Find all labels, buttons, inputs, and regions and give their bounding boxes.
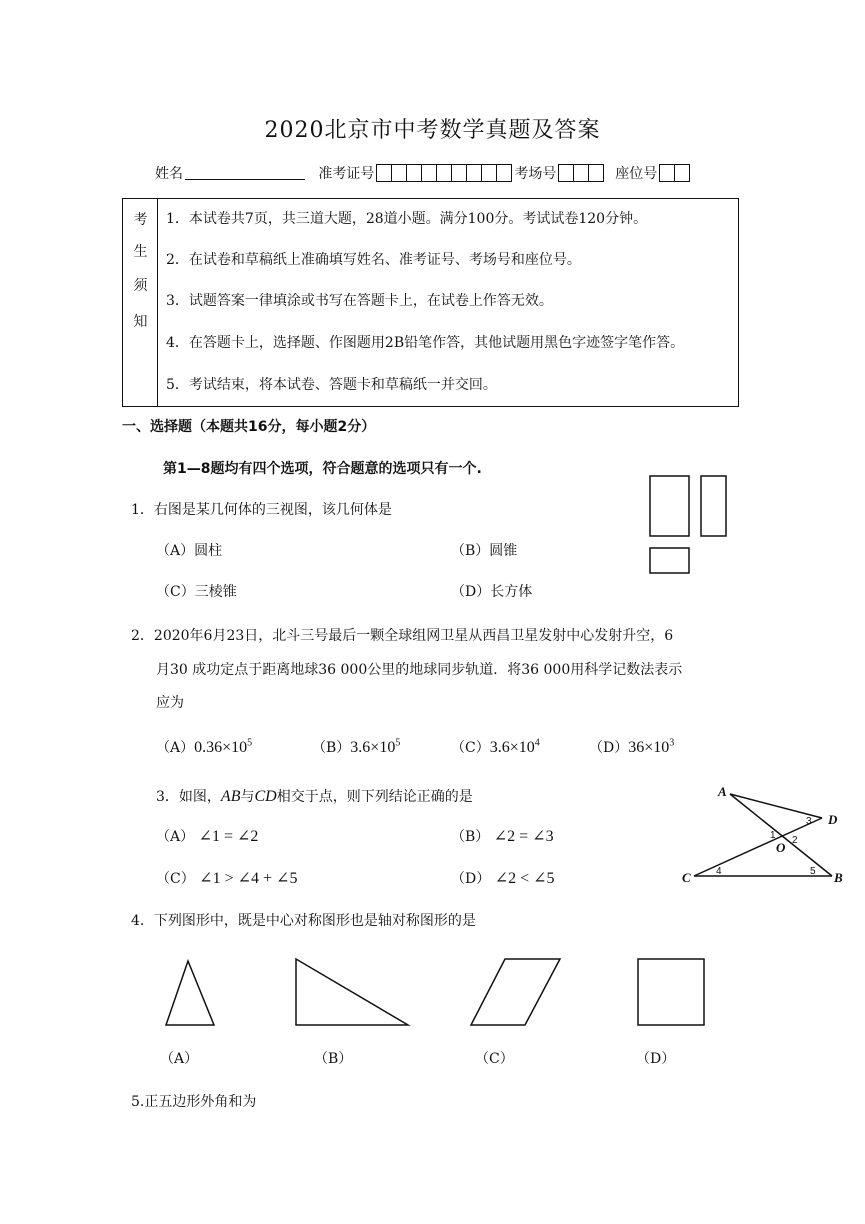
question-3-text xyxy=(156,786,473,806)
option-expression: ∠2 < ∠5 xyxy=(494,870,555,887)
exam-number-label: 准考证号 xyxy=(318,166,375,182)
question-4-label-d[interactable]: （D） xyxy=(636,1051,676,1067)
point-b-label: B xyxy=(834,870,843,885)
option-label: （C） xyxy=(156,871,195,887)
question-1-option-d[interactable]: （D）长方体 xyxy=(451,584,533,600)
question-4-label-a[interactable]: （A） xyxy=(160,1051,199,1067)
seat-label: 座位号 xyxy=(615,166,658,182)
option-expression: ∠2 = ∠3 xyxy=(493,828,554,845)
segment-ab: AB xyxy=(220,788,241,805)
option-expression: ∠1 = ∠2 xyxy=(198,828,259,845)
name-label: 姓名 xyxy=(155,166,183,182)
segment-cd: CD xyxy=(254,788,277,805)
angle-4-label: 4 xyxy=(716,866,722,877)
notice-line: 2．在试卷和草稿纸上准确填写姓名、准考证号、考场号和座位号。 xyxy=(166,252,581,268)
question-1-option-a[interactable]: （A）圆柱 xyxy=(156,543,223,559)
angle-1-label: 1 xyxy=(770,830,776,841)
notice-heading-char: 须 xyxy=(133,278,148,294)
option-label: （B） xyxy=(312,740,351,756)
option-exponent: 3 xyxy=(669,737,675,749)
question-5-text: 5.正五边形外角和为 xyxy=(131,1094,257,1110)
option-expression: ∠1 > ∠4 + ∠5 xyxy=(199,870,298,887)
question-4-text: 4．下列图形中，既是中心对称图形也是轴对称图形的是 xyxy=(131,913,476,929)
name-field[interactable] xyxy=(185,165,305,180)
notice-heading xyxy=(123,199,158,406)
angle-2-label: 2 xyxy=(792,835,798,846)
right-triangle-shape[interactable] xyxy=(290,955,415,1030)
question-3-option-c[interactable] xyxy=(156,868,297,888)
question-3-option-b[interactable] xyxy=(451,826,554,846)
point-a-label: A xyxy=(718,784,727,799)
option-exponent: 5 xyxy=(247,737,253,749)
angle-5-label: 5 xyxy=(810,866,816,877)
notice-line: 3．试题答案一律填涂或书写在答题卡上，在试卷上作答无效。 xyxy=(166,293,553,309)
question-4-label-b[interactable]: （B） xyxy=(314,1051,353,1067)
three-views-figure xyxy=(645,472,730,578)
notice-line: 4．在答题卡上，选择题、作图题用2B铅笔作答，其他试题用黑色字迹签字笔作答。 xyxy=(166,335,685,351)
option-label: （D） xyxy=(589,740,629,756)
question-3-option-d[interactable] xyxy=(451,868,555,888)
exam-room-label: 考场号 xyxy=(514,166,557,182)
question-1-option-c[interactable]: （C）三棱锥 xyxy=(156,584,237,600)
option-label: （D） xyxy=(451,871,491,887)
intersecting-lines-figure xyxy=(672,780,852,890)
section-title: 一、选择题（本题共16分，每小题2分） xyxy=(122,419,376,435)
option-label: （B） xyxy=(451,829,490,845)
section-instruction: 第1—8题均有四个选项，符合题意的选项只有一个. xyxy=(163,461,482,477)
square-shape[interactable] xyxy=(633,955,708,1030)
exam-number-boxes[interactable] xyxy=(376,164,512,182)
seat-boxes[interactable] xyxy=(659,164,690,182)
option-exponent: 5 xyxy=(395,737,401,749)
option-base: 3.6×10 xyxy=(489,739,535,756)
notice-line: 5．考试结束，将本试卷、答题卡和草稿纸一并交回。 xyxy=(166,377,497,393)
option-label: （C） xyxy=(451,740,490,756)
notice-heading-char: 知 xyxy=(133,314,148,330)
point-d-label: D xyxy=(828,812,838,827)
page-title: 2020北京市中考数学真题及答案 xyxy=(264,118,601,143)
option-base: 3.6×10 xyxy=(350,739,396,756)
isosceles-triangle-shape[interactable] xyxy=(160,955,220,1030)
question-2-option-d[interactable] xyxy=(589,737,674,757)
question-2-line: 月30 成功定点于距离地球36 000公里的地球同步轨道．将36 000用科学记数法表示 xyxy=(156,662,683,678)
question-2-option-c[interactable] xyxy=(451,737,540,757)
point-o-label: O xyxy=(776,840,786,855)
notice-heading-char: 考 xyxy=(133,212,148,228)
question-4-label-c[interactable]: （C） xyxy=(475,1051,514,1067)
notice-heading-char: 生 xyxy=(133,244,148,260)
notice-line: 1．本试卷共7页，共三道大题，28道小题。满分100分。考试试卷120分钟。 xyxy=(166,211,648,227)
question-1-text: 1．右图是某几何体的三视图，该几何体是 xyxy=(131,502,392,518)
exam-room-boxes[interactable] xyxy=(558,164,604,182)
option-label: （A） xyxy=(156,740,195,756)
option-label: （A） xyxy=(156,829,195,845)
question-3-connector: 与 xyxy=(240,789,255,805)
question-2-option-b[interactable] xyxy=(312,737,400,757)
angle-3-label: 3 xyxy=(806,816,812,827)
question-3-prefix: 3．如图， xyxy=(156,789,221,805)
question-3-option-a[interactable] xyxy=(156,826,258,846)
question-1-option-b[interactable]: （B）圆锥 xyxy=(451,543,518,559)
question-3-suffix: 相交于点，则下列结论正确的是 xyxy=(276,789,473,805)
option-base: 0.36×10 xyxy=(194,739,248,756)
point-c-label: C xyxy=(682,870,691,885)
question-2-line: 应为 xyxy=(156,695,184,711)
option-base: 36×10 xyxy=(628,739,670,756)
question-2-line: 2．2020年6月23日，北斗三号最后一颗全球组网卫星从西昌卫星发射中心发射升空，6 xyxy=(131,628,674,644)
parallelogram-shape[interactable] xyxy=(465,955,565,1030)
option-exponent: 4 xyxy=(534,737,540,749)
candidate-notice-box xyxy=(122,198,739,407)
question-2-option-a[interactable] xyxy=(156,737,252,757)
candidate-info-line xyxy=(155,163,692,183)
